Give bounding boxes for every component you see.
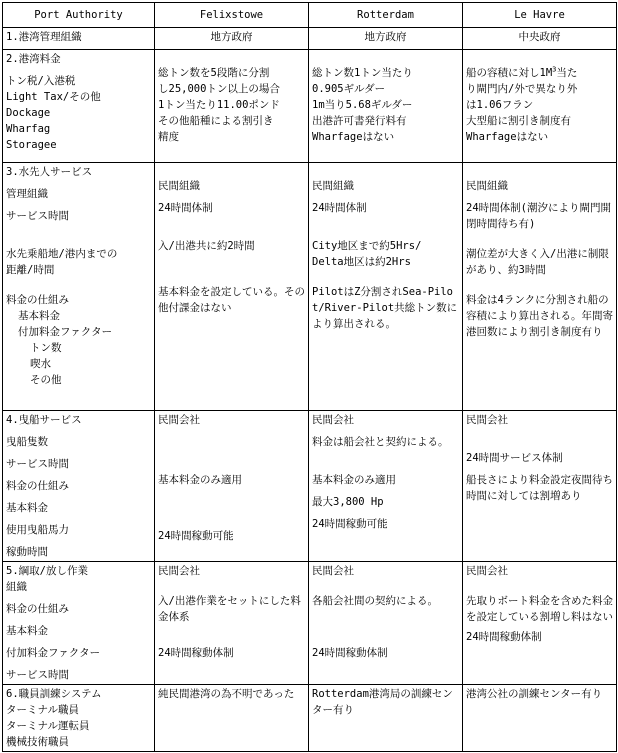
row1-felixstowe: 地方政府 (155, 28, 309, 50)
row1-label: 1.港湾管理組織 (3, 28, 155, 50)
row-pilot-service (3, 163, 617, 411)
row-staff-training (3, 685, 617, 752)
header-le-havre: Le Havre (463, 3, 617, 28)
row5-label: 5.綱取/放し作業 組織 料金の仕組み 基本料金 付加料金ファクター サービス時間 (3, 562, 155, 685)
row6-felixstowe: 純民間港湾の為不明であった (155, 685, 309, 752)
row5-le-havre: 民間会社 先取りボート料金を含めた料金を設定している割増し料はない 24時間稼動体制 (463, 562, 617, 685)
header-port-authority: Port Authority (3, 3, 155, 28)
row4-felixstowe: 民間会社 基本料金のみ適用 24時間稼動可能 (155, 411, 309, 562)
row3-rotterdam: 民間組織 24時間体制 City地区まで約5Hrs/ Delta地区は約2Hrs PilotはZ分割されSea-Pilot/River-Pilot共総トン数により算出される。 (309, 163, 463, 411)
row-tug-service (3, 411, 617, 562)
row3-label: 3.水先人サービス 管理組織 サービス時間 水先乗船地/港内までの 距離/時間 料金の仕組み 基本料金 付加料金ファクター トン数 喫水 その他 (3, 163, 155, 411)
row6-le-havre: 港湾公社の訓練センター有り (463, 685, 617, 752)
header-felixstowe: Felixstowe (155, 3, 309, 28)
row5-rotterdam: 民間会社 各船会社間の契約による。 24時間稼動体制 (309, 562, 463, 685)
row4-label: 4.曳船サービス 曳船隻数 サービス時間 料金の仕組み 基本料金 使用曳船馬力 稼動時間 (3, 411, 155, 562)
row4-le-havre: 民間会社 24時間サービス体制 船長さにより料金設定夜間待ち時間に対しては割増あり (463, 411, 617, 562)
port-comparison-table (2, 2, 617, 752)
row-port-charges (3, 50, 617, 163)
row4-rotterdam: 民間会社 料金は船会社と契約による。 基本料金のみ適用 最大3,800 Hp 24時間稼動可能 (309, 411, 463, 562)
row3-le-havre: 民間組織 24時間体制(潮汐により閘門開閉時間待ち有) 潮位差が大きく入/出港に制限があり、約3時間 料金は4ランクに分割され船の容積により算出される。年間寄港回数により割引き制度有り (463, 163, 617, 411)
header-rotterdam: Rotterdam (309, 3, 463, 28)
row1-rotterdam: 地方政府 (309, 28, 463, 50)
row5-felixstowe: 民間会社 入/出港作業をセットにした料金体系 24時間稼動体制 (155, 562, 309, 685)
row6-label: 6.職員訓練システム ターミナル職員 ターミナル運転員 機械技術職員 (3, 685, 155, 752)
row3-felixstowe: 民間組織 24時間体制 入/出港共に約2時間 基本料金を設定している。その他付課金はない (155, 163, 309, 411)
row2-label: 2.港湾料金 トン税/入港税 Light Tax/その他 Dockage Wharfag Storagee (3, 50, 155, 163)
row-port-management (3, 28, 617, 50)
row6-rotterdam: Rotterdam港湾局の訓練センター有り (309, 685, 463, 752)
row2-le-havre: 船の容積に対し$1M^3$当た り閘門内/外で異なり外 は1.06フラン 大型船に割引き制度有 Wharfageはない (463, 50, 617, 163)
row1-le-havre: 中央政府 (463, 28, 617, 50)
header-row (3, 3, 617, 28)
row2-felixstowe: 総トン数を5段階に分割 し25,000トン以上の場合 1トン当たり11.00ポンド その他船種による割引き 精度 (155, 50, 309, 163)
row-mooring-work (3, 562, 617, 685)
row2-rotterdam: 総トン数1トン当たり 0.905ギルダー 1m当り5.68ギルダー 出港許可書発行料有 Wharfageはない (309, 50, 463, 163)
